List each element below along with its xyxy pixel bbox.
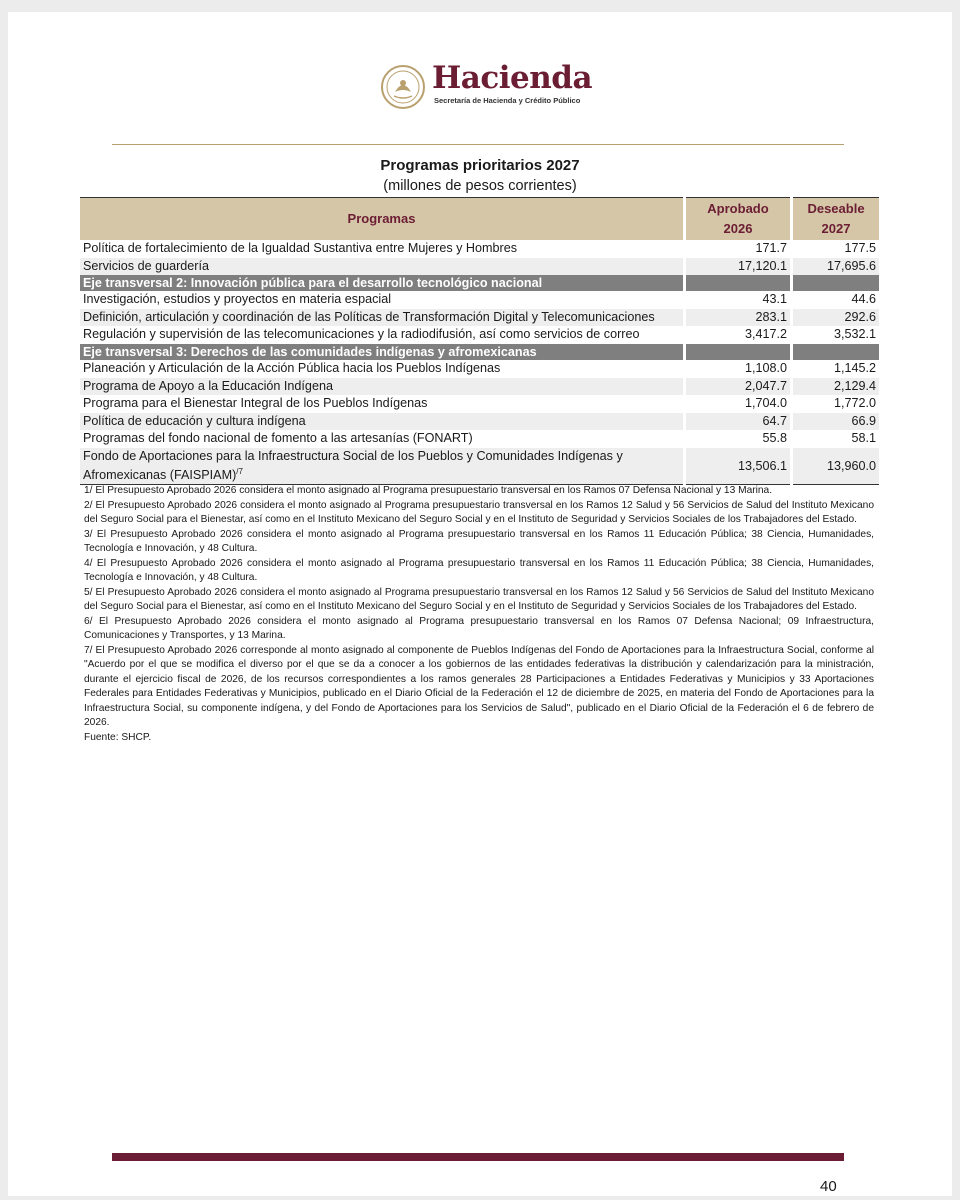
- approved-2026-value: 1,108.0: [685, 360, 792, 378]
- approved-2026-value: 1,704.0: [685, 395, 792, 413]
- section-empty-cell: [792, 275, 880, 291]
- programs-table: [80, 197, 879, 485]
- footnote: 5/ El Presupuesto Aprobado 2026 considera el monto asignado al Programa presupuestario transversal en los Ramos 12 Salud y 56 Servicios de Salud del Instituto Mexicano del Seguro Social para el Bienestar, así como en el Instituto Mexicano del Seguro Social y en el Instituto de Seguridad y Servicios Sociales de los Trabajadores del Estado.: [84, 586, 874, 612]
- mexican-coat-of-arms-seal-icon: [380, 64, 426, 110]
- desired-2027-value: 13,960.0: [792, 448, 880, 485]
- desired-2027-value: 17,695.6: [792, 258, 880, 276]
- desired-2027-value: 2,129.4: [792, 378, 880, 396]
- brand-subtitle: Secretaría de Hacienda y Crédito Público: [434, 96, 581, 105]
- program-name: Programa para el Bienestar Integral de los Pueblos Indígenas: [83, 396, 428, 411]
- table-row: [80, 395, 879, 413]
- approved-2026-value: 3,417.2: [685, 326, 792, 344]
- footer-bar: [112, 1153, 844, 1161]
- section-label: Eje transversal 2: Innovación pública para el desarrollo tecnológico nacional: [80, 275, 685, 291]
- table-row: [80, 413, 879, 431]
- footnote: 2/ El Presupuesto Aprobado 2026 considera el monto asignado al Programa presupuestario transversal en los Ramos 12 Salud y 56 Servicios de Salud del Instituto Mexicano del Seguro Social para el Bienestar, así como en el Instituto Mexicano del Seguro Social y en el Instituto de Seguridad y Servicios Sociales de los Trabajadores del Estado.: [84, 499, 874, 525]
- program-name-line2: Afromexicanas (FAISPIAM): [83, 468, 237, 483]
- approved-2026-value: 171.7: [685, 240, 792, 258]
- section-label: Eje transversal 3: Derechos de las comunidades indígenas y afromexicanas: [80, 344, 685, 360]
- desired-2027-value: 66.9: [792, 413, 880, 431]
- program-name: Regulación y supervisión de las telecomunicaciones y la radiodifusión, así como servicios de correo: [83, 327, 640, 342]
- footnote: 6/ El Presupuesto Aprobado 2026 considera el monto asignado al Programa presupuestario transversal en los Ramos 07 Defensa Nacional; 09 Infraestructura, Comunicaciones y Transportes, y 13 Marina.: [84, 615, 874, 641]
- program-name: Política de fortalecimiento de la Igualdad Sustantiva entre Mujeres y Hombres: [83, 241, 518, 255]
- desired-2027-value: 58.1: [792, 430, 880, 448]
- footnote: 1/ El Presupuesto Aprobado 2026 considera el monto asignado al Programa presupuestario transversal en los Ramos 07 Defensa Nacional y 13 Marina.: [84, 485, 773, 496]
- document-page: [8, 12, 952, 1196]
- footnote: 7/ El Presupuesto Aprobado 2026 corresponde al monto asignado al componente de Pueblos Indígenas del Fondo de Aportaciones para la Infraestructura Social, conforme al "Acuerdo por el que se modifica el diverso por el que se da a conocer a los gobiernos de las entidades federativas la distribución y calendarización para la ministración, durante el ejercicio fiscal de 2026, de los recursos correspondientes a los ramos generales 28 Participaciones a Entidades Federativas y Municipios y 33 Aportaciones Federales para Entidades Federativas y Municipios, publicado en el Diario Oficial de la Federación el 12 de diciembre de 2025, en materia del Fondo de Aportaciones para la Infraestructura Social, su componente indígena, y del Fondo de Aportaciones para los Servicios de Salud", publicado en el Diario Oficial de la Federación el 6 de febrero de 2026.: [84, 644, 874, 728]
- column-header-desired-line1: Deseable: [807, 201, 865, 216]
- column-header-approved-line1: Aprobado: [707, 201, 769, 216]
- section-header-row: [80, 344, 879, 360]
- footnote-ref: /7: [236, 467, 243, 477]
- program-name: Servicios de guardería: [80, 258, 685, 276]
- section-empty-cell: [685, 275, 792, 291]
- desired-2027-value: 177.5: [792, 240, 880, 258]
- desired-2027-value: 292.6: [792, 309, 880, 327]
- desired-2027-value: 44.6: [792, 291, 880, 309]
- table-row: [80, 360, 879, 378]
- table-row: [80, 309, 879, 327]
- table-row: [80, 448, 879, 485]
- approved-2026-value: 13,506.1: [685, 448, 792, 485]
- hacienda-logo: [380, 62, 600, 124]
- footnote: 3/ El Presupuesto Aprobado 2026 considera el monto asignado al Programa presupuestario transversal en los Ramos 11 Educación Pública; 38 Ciencia, Humanidades, Tecnología e Innovación, y 48 Cultura.: [84, 528, 874, 554]
- section-header-row: [80, 275, 879, 291]
- approved-2026-value: 64.7: [685, 413, 792, 431]
- program-name: Investigación, estudios y proyectos en materia espacial: [83, 292, 392, 307]
- approved-2026-value: 43.1: [685, 291, 792, 309]
- program-name: Programa de Apoyo a la Educación Indígena: [80, 378, 685, 396]
- column-header-approved: [685, 198, 792, 241]
- desired-2027-value: 1,772.0: [792, 395, 880, 413]
- desired-2027-value: 3,532.1: [792, 326, 880, 344]
- header-divider: [112, 144, 844, 145]
- program-name: Programas del fondo nacional de fomento a las artesanías (FONART): [83, 431, 473, 446]
- table-row: [80, 291, 879, 309]
- approved-2026-value: 17,120.1: [685, 258, 792, 276]
- table-header-row: [80, 198, 879, 241]
- table-row: [80, 430, 879, 448]
- program-name: Planeación y Articulación de la Acción Pública hacia los Pueblos Indígenas: [83, 360, 501, 375]
- brand-name: Hacienda: [432, 60, 593, 96]
- approved-2026-value: 55.8: [685, 430, 792, 448]
- table-row: [80, 378, 879, 396]
- page-subtitle: (millones de pesos corrientes): [383, 178, 577, 194]
- program-name-line1: Fondo de Aportaciones para la Infraestructura Social de los Pueblos y Comunidades Indígenas y: [83, 448, 623, 463]
- table-row: [80, 258, 879, 276]
- table-row: [80, 326, 879, 344]
- section-empty-cell: [792, 344, 880, 360]
- table-row: [80, 240, 879, 258]
- approved-2026-value: 283.1: [685, 309, 792, 327]
- table-body: [80, 240, 879, 485]
- page-number: 40: [820, 1178, 837, 1195]
- column-header-desired: [792, 198, 880, 241]
- approved-2026-value: 2,047.7: [685, 378, 792, 396]
- program-name: Definición, articulación y coordinación de las Políticas de Transformación Digital y Telecomunicaciones: [80, 309, 685, 327]
- column-header-desired-line2: 2027: [821, 221, 851, 236]
- program-name: Política de educación y cultura indígena: [80, 413, 685, 431]
- column-header-approved-line2: 2026: [723, 221, 753, 236]
- desired-2027-value: 1,145.2: [792, 360, 880, 378]
- source-note: Fuente: SHCP.: [84, 731, 152, 743]
- program-name: [80, 448, 685, 485]
- column-header-programs: Programas: [80, 198, 685, 241]
- section-empty-cell: [685, 344, 792, 360]
- page-title: Programas prioritarios 2027: [380, 157, 580, 174]
- footnote: 4/ El Presupuesto Aprobado 2026 considera el monto asignado al Programa presupuestario transversal en los Ramos 11 Educación Pública; 38 Ciencia, Humanidades, Tecnología e Innovación, y 48 Cultura.: [84, 557, 874, 583]
- footnotes: [84, 484, 874, 745]
